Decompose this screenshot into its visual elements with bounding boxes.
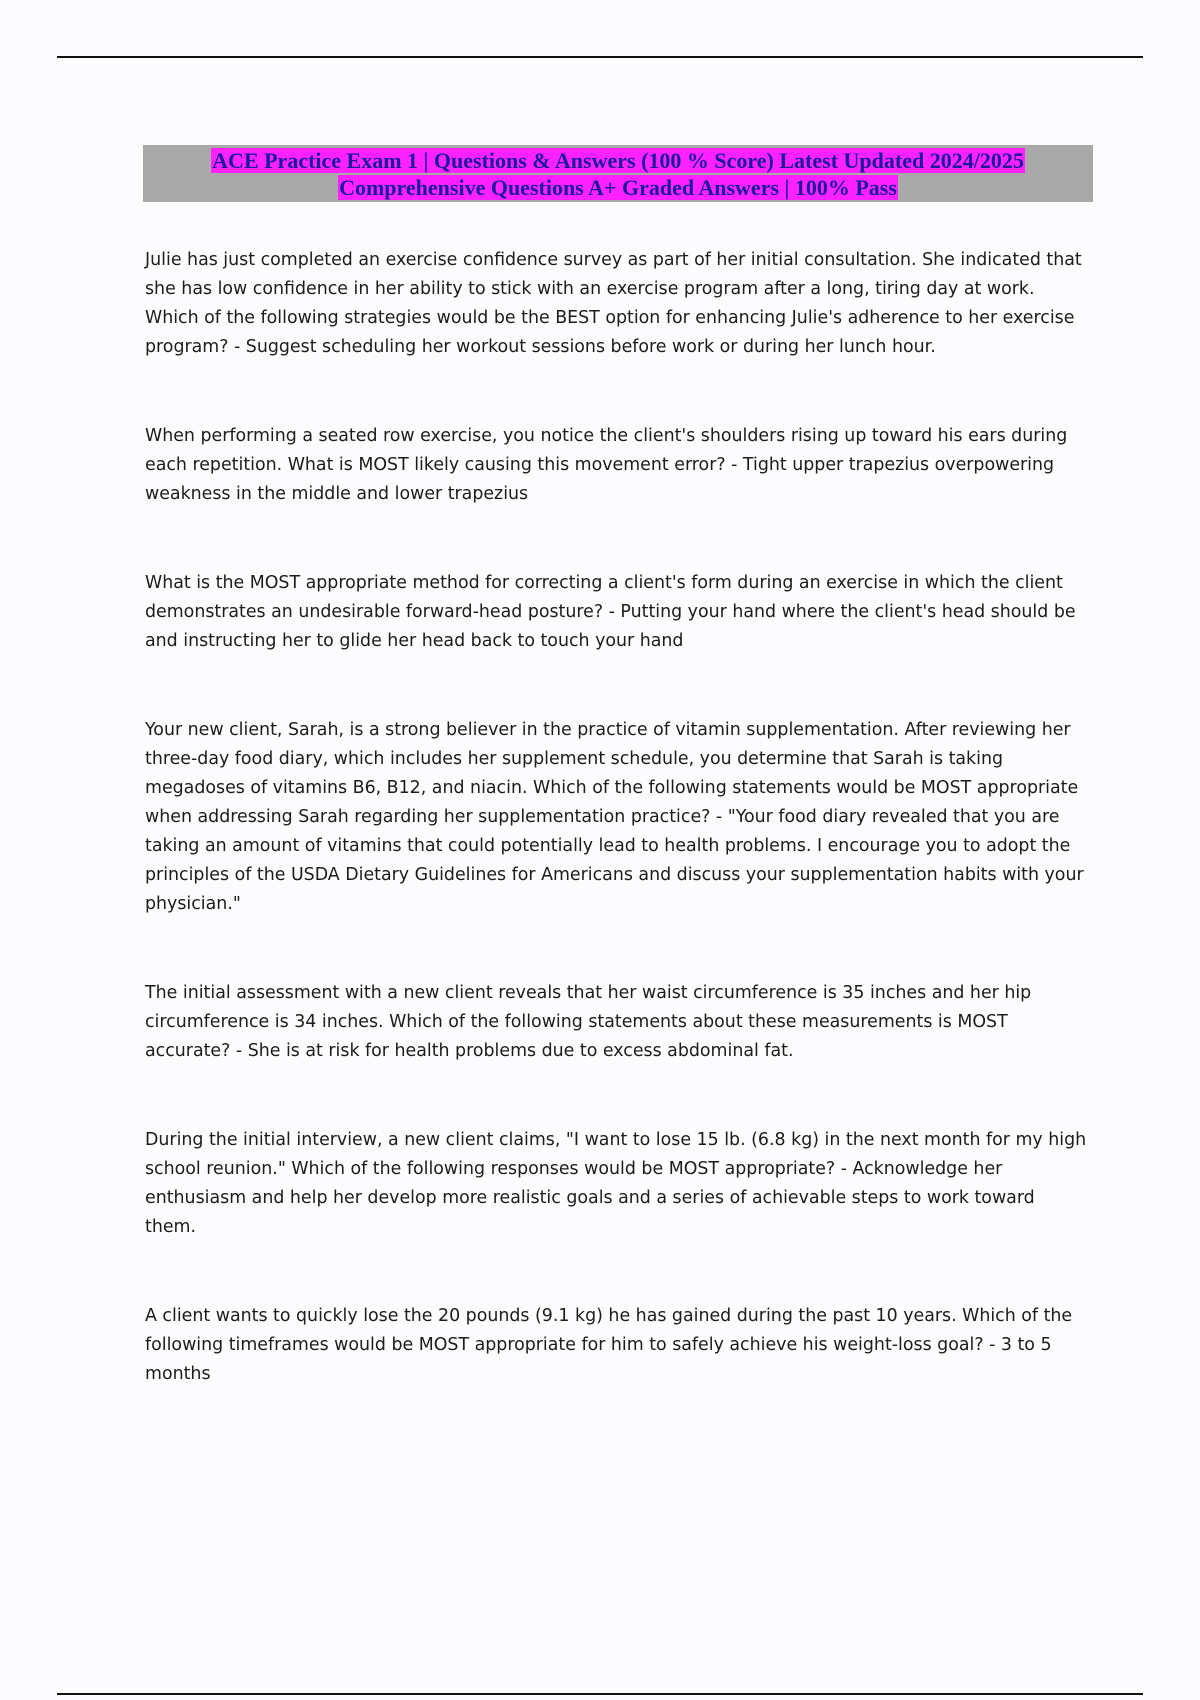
footer-rule <box>57 1693 1143 1695</box>
title-line-2: Comprehensive Questions A+ Graded Answers | 100% Pass <box>339 175 897 200</box>
qa-item: When performing a seated row exercise, you notice the client's shoulders rising up toward his ears during each repetition. What is MOST likely causing this movement error? - Tight upper trapezius overpowering weakness in the middle and lower trapezius <box>145 426 1068 504</box>
document-title-banner <box>143 145 1093 202</box>
qa-item: Your new client, Sarah, is a strong believer in the practice of vitamin supplementation. After reviewing her three-day food diary, which includes her supplement schedule, you determine that Sarah is taking megadoses of vitamins B6, B12, and niacin. Which of the following statements would be MOST appropriate when addressing Sarah regarding her supplementation practice? - "Your food diary revealed that you are taking an amount of vitamins that could potentially lead to health problems. I encourage you to adopt the principles of the USDA Dietary Guidelines for Americans and discuss your supplementation habits with your physician." <box>145 720 1084 914</box>
qa-item: Julie has just completed an exercise confidence survey as part of her initial consultation. She indicated that she has low confidence in her ability to stick with an exercise program after a long, tiring day at work. Which of the following strategies would be the BEST option for enhancing Julie's adherence to her exercise program? - Suggest scheduling her workout sessions before work or during her lunch hour. <box>145 250 1082 357</box>
qa-item: During the initial interview, a new client claims, "I want to lose 15 lb. (6.8 kg) in the next month for my high school reunion." Which of the following responses would be MOST appropriate? - Acknowledge her enthusiasm and help her develop more realistic goals and a series of achievable steps to work toward them. <box>145 1130 1087 1237</box>
qa-list <box>145 246 1090 1389</box>
header-rule <box>57 56 1143 58</box>
qa-item: What is the MOST appropriate method for correcting a client's form during an exercise in which the client demonstrates an undesirable forward-head posture? - Putting your hand where the client's head should be and instructing her to glide her head back to touch your hand <box>145 573 1076 651</box>
title-line-1: ACE Practice Exam 1 | Questions & Answers (100 % Score) Latest Updated 2024/2025 <box>212 148 1024 173</box>
qa-item: A client wants to quickly lose the 20 pounds (9.1 kg) he has gained during the past 10 years. Which of the following timeframes would be MOST appropriate for him to safely achieve his weight-loss goal? - 3 to 5 months <box>145 1306 1073 1384</box>
qa-item: The initial assessment with a new client reveals that her waist circumference is 35 inches and her hip circumference is 34 inches. Which of the following statements about these measurements is MOST accurate? - She is at risk for health problems due to excess abdominal fat. <box>145 983 1032 1061</box>
